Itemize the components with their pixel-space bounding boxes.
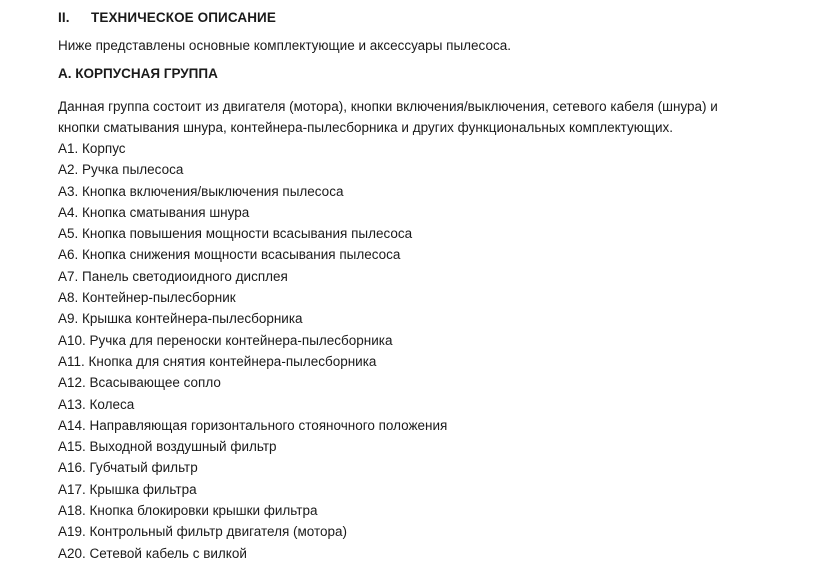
- list-item: A12. Всасывающее сопло: [58, 375, 221, 391]
- list-item: A19. Контрольный фильтр двигателя (мотора): [58, 524, 348, 540]
- parts-list: [58, 138, 828, 564]
- subsection-description: [58, 96, 818, 138]
- section-title: ТЕХНИЧЕСКОЕ ОПИСАНИЕ: [91, 10, 276, 25]
- list-item: A18. Кнопка блокировки крышки фильтра: [58, 503, 318, 519]
- section-heading: [58, 8, 828, 28]
- list-item: A16. Губчатый фильтр: [58, 460, 198, 476]
- list-item: A8. Контейнер-пылесборник: [58, 290, 236, 306]
- document-page: [58, 8, 828, 564]
- list-item: A11. Кнопка для снятия контейнера-пылесборника: [58, 353, 377, 369]
- intro-text: Ниже представлены основные комплектующие и аксессуары пылесоса.: [58, 38, 511, 53]
- list-item: A7. Панель светодиоидного дисплея: [58, 268, 288, 284]
- list-item: A17. Крышка фильтра: [58, 481, 197, 497]
- list-item: A2. Ручка пылесоса: [58, 162, 184, 178]
- list-item: A20. Сетевой кабель с вилкой: [58, 545, 247, 561]
- description-line-2: кнопки сматывания шнура, контейнера-пылесборника и других функциональных комплектующих.: [58, 120, 674, 135]
- list-item: A13. Колеса: [58, 396, 135, 412]
- list-item: A14. Направляющая горизонтального стояночного положения: [58, 417, 448, 433]
- list-item: A5. Кнопка повышения мощности всасывания пылесоса: [58, 226, 413, 242]
- list-item: A4. Кнопка сматывания шнура: [58, 204, 250, 220]
- subsection-heading: A. КОРПУСНАЯ ГРУППА: [58, 66, 218, 81]
- list-item: A1. Корпус: [58, 141, 126, 156]
- list-item: A15. Выходной воздушный фильтр: [58, 439, 277, 455]
- description-line-1: Данная группа состоит из двигателя (мотора), кнопки включения/выключения, сетевого кабеля (шнура) и: [58, 99, 718, 114]
- list-item: A6. Кнопка снижения мощности всасывания пылесоса: [58, 247, 401, 263]
- list-item: A10. Ручка для переноски контейнера-пылесборника: [58, 332, 393, 348]
- section-number: II.: [58, 10, 70, 25]
- list-item: A9. Крышка контейнера-пылесборника: [58, 311, 303, 327]
- list-item: A3. Кнопка включения/выключения пылесоса: [58, 183, 344, 199]
